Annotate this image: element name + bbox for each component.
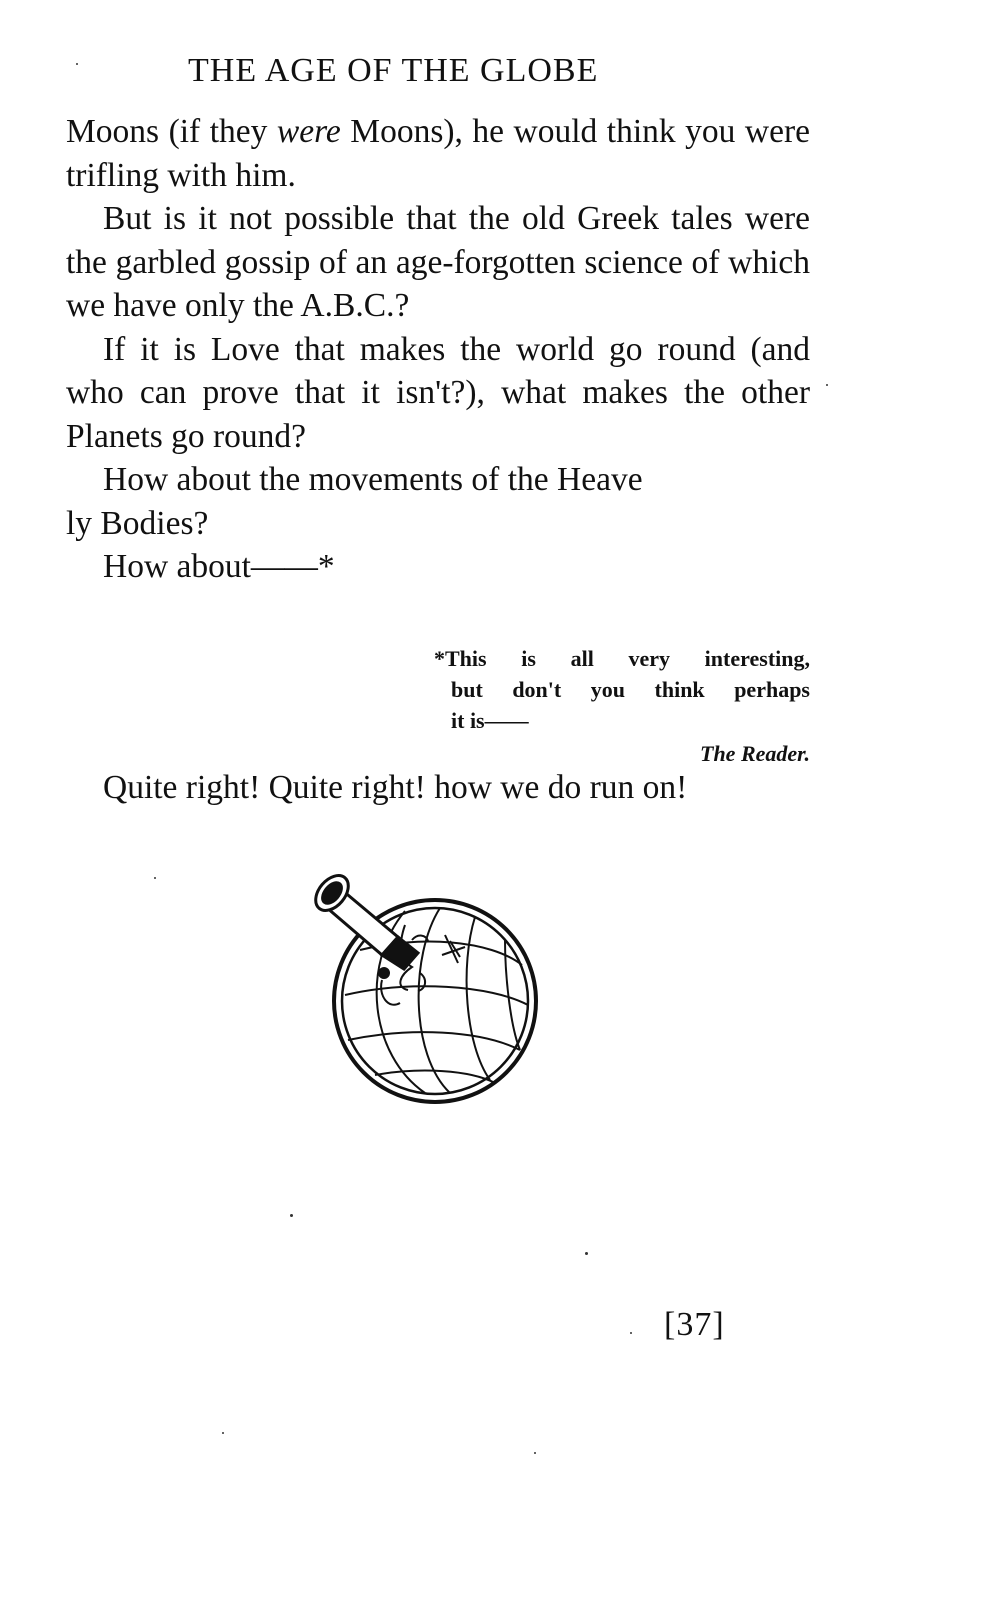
scan-speck (534, 1452, 536, 1454)
closing-paragraph (66, 766, 810, 810)
scan-speck (630, 1332, 632, 1334)
globe-with-telescope-icon (300, 855, 560, 1105)
paragraph-2: But is it not possible that the old Greek tales were the garbled gossip of an age-forgotten science of which we have only the A.B.C.? (66, 200, 810, 324)
footnote-line-3: it is—— (451, 708, 529, 733)
scan-speck (76, 63, 78, 65)
footnote (434, 643, 810, 769)
paragraph-1-end: Moons), he would think you were trifling with him. (66, 113, 810, 194)
page-number: [37] (664, 1306, 725, 1343)
paragraph-4-line-1: How about the movements of the Heave (103, 461, 643, 498)
paragraph-3: If it is Love that makes the world go round (and who can prove that it isn't?), what makes the other Planets go round? (66, 330, 810, 455)
paragraph-4 (66, 458, 810, 545)
paragraph-1 (66, 110, 810, 197)
paragraph-5: How about——* (103, 548, 335, 585)
paragraph-1-start: Moons (if they (66, 113, 277, 150)
running-head: THE AGE OF THE GLOBE (188, 52, 599, 89)
footnote-line-2: but don't you think perhaps (451, 677, 810, 702)
scan-speck (290, 1214, 293, 1217)
emphasis-word: were (276, 113, 341, 150)
footnote-signature: The Reader. (700, 741, 810, 766)
scan-speck (585, 1252, 588, 1255)
scan-speck (826, 384, 828, 386)
scan-speck (222, 1432, 224, 1434)
globe-telescope-illustration (300, 855, 560, 1110)
closing-text: Quite right! Quite right! how we do run on! (103, 769, 688, 806)
scan-speck (154, 877, 156, 879)
body-text (66, 110, 810, 589)
paragraph-4-line-2: ly Bodies? (66, 504, 209, 542)
footnote-line-1: *This is all very interesting, (434, 646, 810, 671)
